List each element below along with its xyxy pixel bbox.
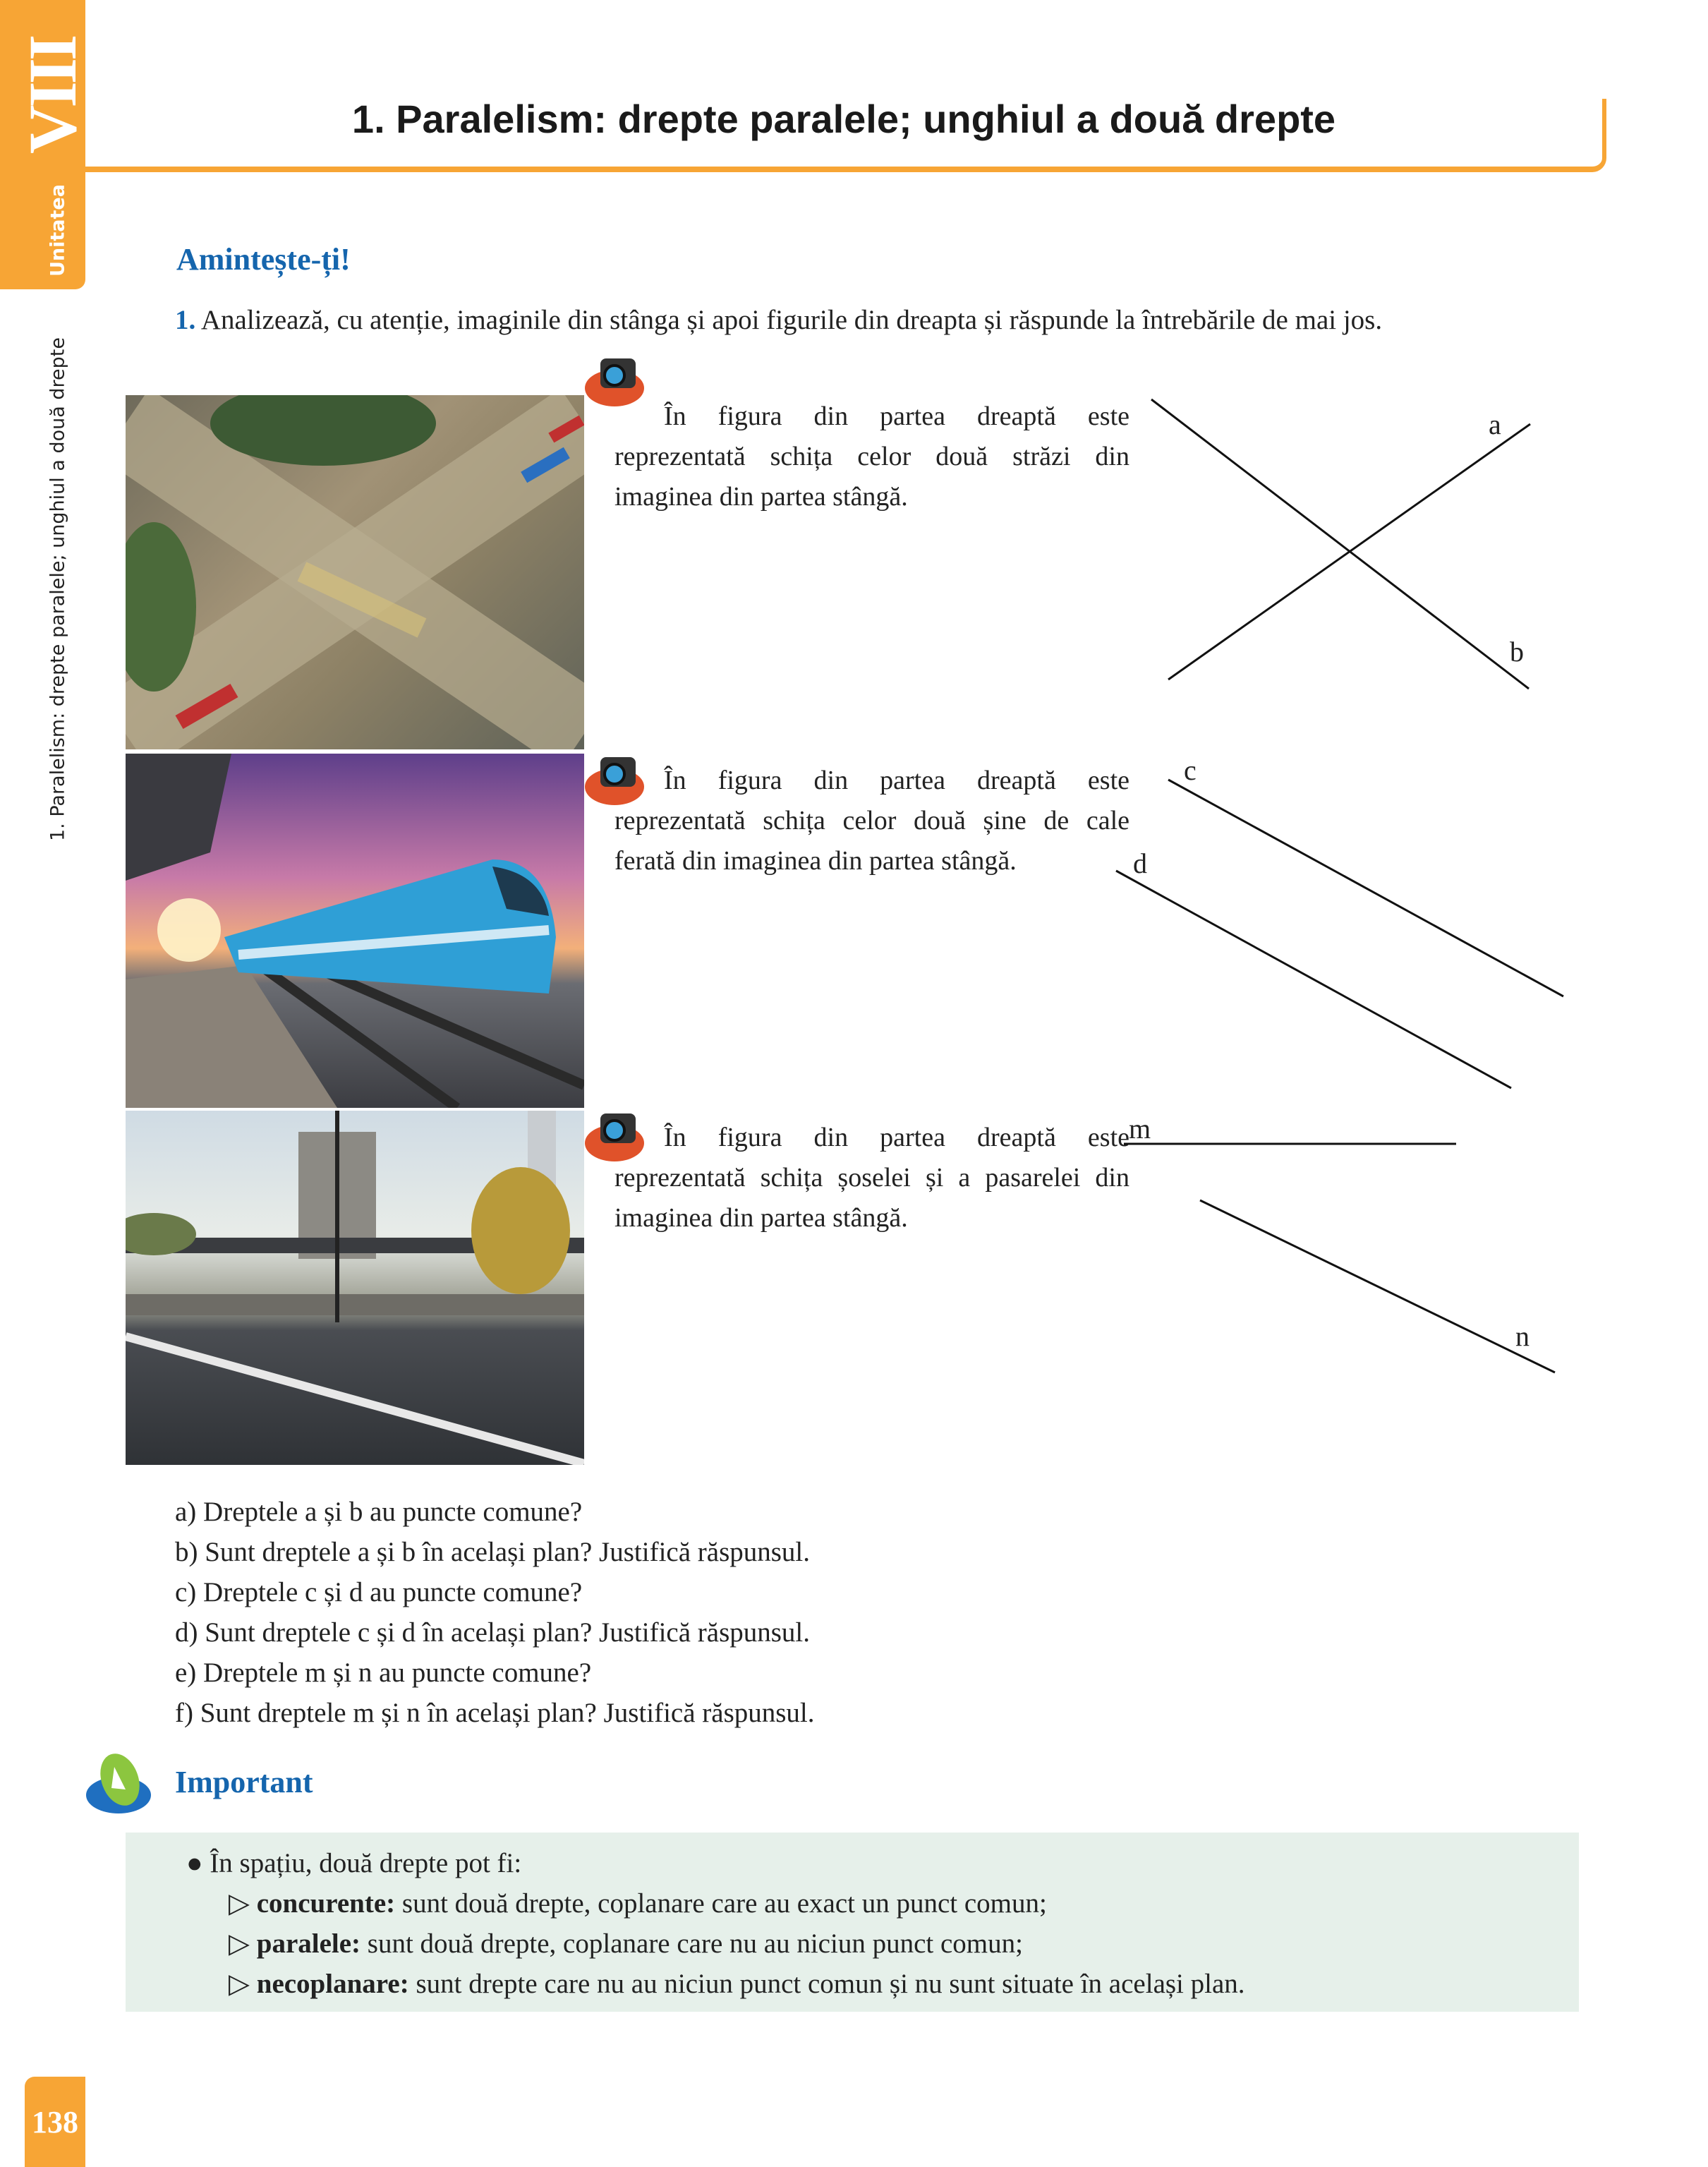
important-intro: ● În spațiu, două drepte pot fi:: [186, 1848, 522, 1878]
important-box: [126, 1833, 1579, 2012]
term: paralele:: [256, 1928, 361, 1959]
label-b: b: [1510, 636, 1524, 668]
intro-text: În spațiu, două drepte pot fi:: [210, 1848, 522, 1878]
important-item: ▷ concurente: sunt două drepte, coplanare care au exact un punct comun;: [229, 1888, 1047, 1919]
label-n: n: [1515, 1320, 1530, 1352]
description-2: În figura din partea dreaptă este reprezentată schița celor două șine de cale ferată din imaginea din partea stângă.: [614, 766, 1129, 876]
question-f: f) Sunt dreptele m și n în același plan? Justifică răspunsul.: [175, 1698, 815, 1728]
label-c: c: [1184, 754, 1197, 786]
question-c: c) Dreptele c și d au puncte comune?: [175, 1577, 583, 1607]
label-m: m: [1129, 1113, 1151, 1145]
important-item: ▷ necoplanare: sunt drepte care nu au niciun punct comun și nu sunt situate în același plan.: [229, 1969, 1245, 1999]
important-heading: Important: [175, 1765, 313, 1799]
important-icon: [83, 1749, 154, 1816]
definition: sunt două drepte, coplanare care au exact un punct comun;: [401, 1888, 1047, 1919]
definition: sunt drepte care nu au niciun punct comun și nu sunt situate în același plan.: [416, 1969, 1245, 1999]
label-d: d: [1133, 847, 1147, 879]
term: necoplanare:: [256, 1969, 409, 1999]
definition: sunt două drepte, coplanare care nu au niciun punct comun;: [367, 1928, 1023, 1959]
page-number: 138: [25, 2077, 85, 2167]
question-e: e) Dreptele m și n au puncte comune?: [175, 1658, 592, 1688]
line-d: [1116, 871, 1511, 1088]
important-item: ▷ paralele: sunt două drepte, coplanare care nu au niciun punct comun;: [229, 1928, 1023, 1959]
line-b: [1151, 399, 1529, 689]
label-a: a: [1489, 409, 1501, 440]
exercise-number: 1.: [175, 305, 196, 335]
question-b: b) Sunt dreptele a și b în același plan? Justifică răspunsul.: [175, 1537, 811, 1567]
running-title: 1. Paralelism: drepte paralele; unghiul a două drepte: [47, 337, 69, 841]
term: concurente:: [256, 1888, 396, 1919]
question-a: a) Dreptele a și b au puncte comune?: [175, 1497, 583, 1527]
unit-label: Unitatea: [47, 184, 69, 277]
unit-number: VIII: [15, 37, 90, 154]
description-1: În figura din partea dreaptă este reprezentată schița celor două străzi din imaginea din partea stângă.: [614, 402, 1129, 512]
question-d: d) Sunt dreptele c și d în același plan? Justifică răspunsul.: [175, 1617, 811, 1648]
page-title: 1. Paralelism: drepte paralele; unghiul a două drepte: [351, 97, 1336, 141]
line-n: [1200, 1200, 1555, 1372]
line-c: [1168, 780, 1563, 996]
remember-heading: Amintește-ți!: [176, 242, 351, 277]
line-a: [1168, 424, 1530, 680]
description-3: În figura din partea dreaptă este reprezentată schița șoselei și a pasarelei din imaginea din partea stângă.: [614, 1123, 1129, 1233]
exercise-text: Analizează, cu atenție, imaginile din stânga și apoi figurile din dreapta și răspunde la întrebările de mai jos.: [200, 305, 1383, 335]
